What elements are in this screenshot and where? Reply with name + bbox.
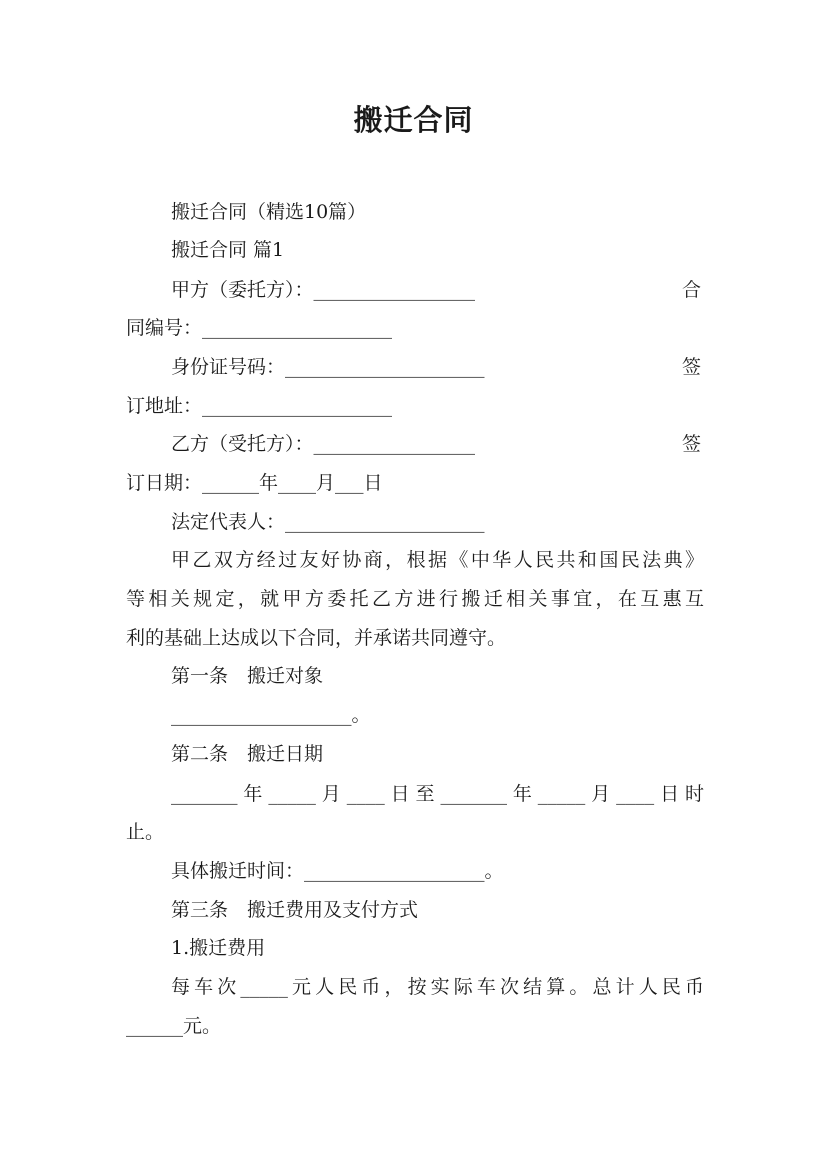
contract-no-prefix: 合 [682,279,702,301]
contract-no-line: 同编号：____________________ [126,317,393,339]
paragraph-line: 等相关规定，就甲方委托乙方进行搬迁相关事宜，在互惠互 [126,588,704,610]
sub-heading: 1.搬迁费用 [171,937,266,959]
article-heading: 第三条 搬迁费用及支付方式 [171,899,419,921]
document-title: 搬迁合同 [353,103,474,137]
party-b-line: 乙方（受托方）：_________________ [171,433,476,455]
sign-address-line: 订地址：____________________ [126,395,393,417]
fee-total-line: ______元。 [126,1015,222,1037]
blank-line: ___________________。 [171,704,371,726]
sign-date-line: 订日期：______年____月___日 [126,472,383,494]
date-range-line: _______年_____月____日至_______年_____月____日时 [171,783,704,805]
paragraph-line: 利的基础上达成以下合同，并承诺共同遵守。 [126,627,507,649]
subtitle-line: 搬迁合同（精选10篇） [171,201,367,223]
section-heading: 搬迁合同 篇1 [171,239,285,261]
party-a-line: 甲方（委托方）：_________________ [171,279,476,301]
move-time-line: 具体搬迁时间：___________________。 [171,860,504,882]
sign-date-prefix: 签 [682,433,702,455]
article-heading: 第二条 搬迁日期 [171,743,324,765]
id-number-line: 身份证号码：_____________________ [171,356,485,378]
date-range-end: 止。 [126,821,165,843]
paragraph-line: 甲乙双方经过友好协商，根据《中华人民共和国民法典》 [171,549,704,571]
legal-rep-line: 法定代表人：_____________________ [171,511,485,533]
sign-address-prefix: 签 [682,356,702,378]
fee-line: 每车次_____元人民币，按实际车次结算。总计人民币 [171,976,704,998]
article-heading: 第一条 搬迁对象 [171,665,324,687]
